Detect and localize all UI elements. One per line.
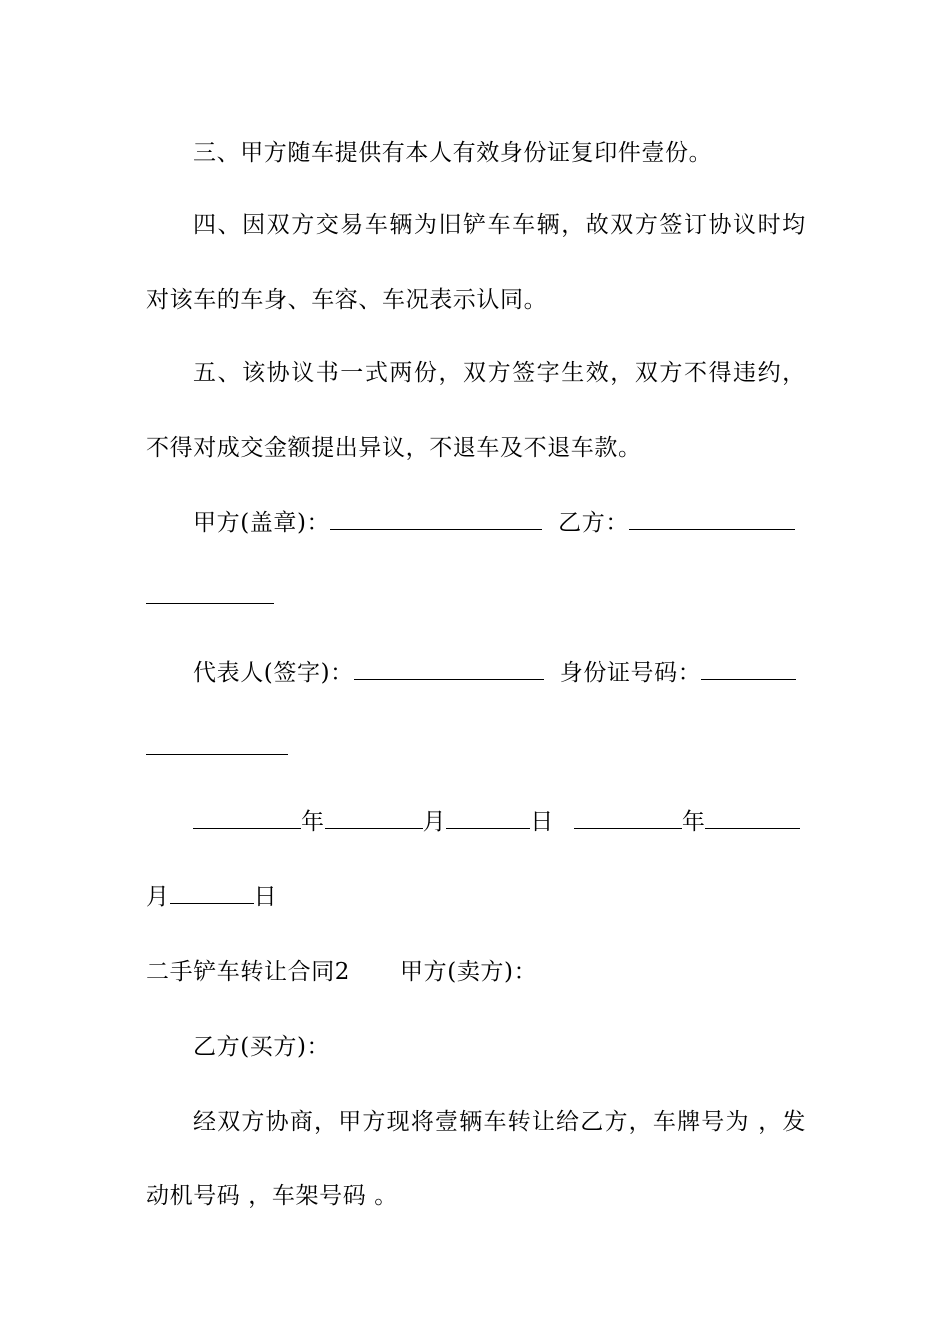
year-a: 年 bbox=[301, 809, 325, 835]
id-label: 身份证号码： bbox=[559, 660, 702, 686]
contract2-para1-line-1: 经 双 方 协 商 ， 甲 方 现 将 壹 辆 车 转 让 给 乙 方 ， 车 牌 号 为 ， 发 bbox=[193, 1109, 806, 1135]
year-blank-b bbox=[574, 808, 682, 829]
contract2-party-b: 乙方(买方)： bbox=[193, 1034, 331, 1060]
rep-label: 代表人(签字)： bbox=[193, 660, 354, 686]
party-blank-continued bbox=[146, 582, 274, 612]
clause-5-line-2: 不得对成交金额提出异议，不退车及不退车款。 bbox=[146, 435, 642, 461]
date-line-continued bbox=[146, 882, 277, 912]
month-blank-b bbox=[705, 808, 800, 829]
rep-signature-line bbox=[193, 658, 796, 688]
year-blank-a bbox=[193, 808, 301, 829]
party-a-blank bbox=[330, 509, 542, 530]
contract2-para1-line-2: 动机号码 ，车架号码 。 bbox=[146, 1183, 398, 1209]
month-b: 月 bbox=[146, 884, 170, 910]
month-blank-a bbox=[325, 808, 423, 829]
id-blank-continued bbox=[146, 733, 288, 763]
year-b: 年 bbox=[681, 809, 706, 835]
id-blank-cont bbox=[146, 734, 288, 755]
party-b-label: 乙方： bbox=[558, 510, 629, 536]
clause-4-line-1: 四 、 因 双 方 交 易 车 辆 为 旧 铲 车 车 辆 ， 故 双 方 签 订 协 议 时 均 bbox=[193, 212, 806, 238]
party-signature-line bbox=[193, 508, 795, 538]
id-blank bbox=[701, 659, 796, 680]
party-b-blank bbox=[629, 509, 795, 530]
clause-3: 三、甲方随车提供有本人有效身份证复印件壹份。 bbox=[193, 140, 713, 166]
month-a: 月 bbox=[422, 809, 447, 835]
contract2-heading bbox=[146, 957, 537, 987]
date-line bbox=[193, 807, 800, 837]
party-a-label: 甲方(盖章)： bbox=[193, 510, 331, 536]
day-a: 日 bbox=[530, 809, 554, 835]
day-blank-a bbox=[446, 808, 530, 829]
contract2-party-a: 甲方(卖方)： bbox=[400, 959, 538, 985]
clause-4-line-2: 对该车的车身、车容、车况表示认同。 bbox=[146, 287, 548, 313]
day-blank-b bbox=[170, 883, 254, 904]
clause-5-line-1: 五 、 该 协 议 书 一 式 两 份 ， 双 方 签 字 生 效 ， 双 方 不 得 违 约 ， bbox=[193, 360, 806, 386]
day-b: 日 bbox=[253, 884, 278, 910]
contract2-title: 二手铲车转让合同2 bbox=[146, 959, 351, 985]
party-b-blank-cont bbox=[146, 583, 274, 604]
rep-blank bbox=[354, 659, 544, 680]
